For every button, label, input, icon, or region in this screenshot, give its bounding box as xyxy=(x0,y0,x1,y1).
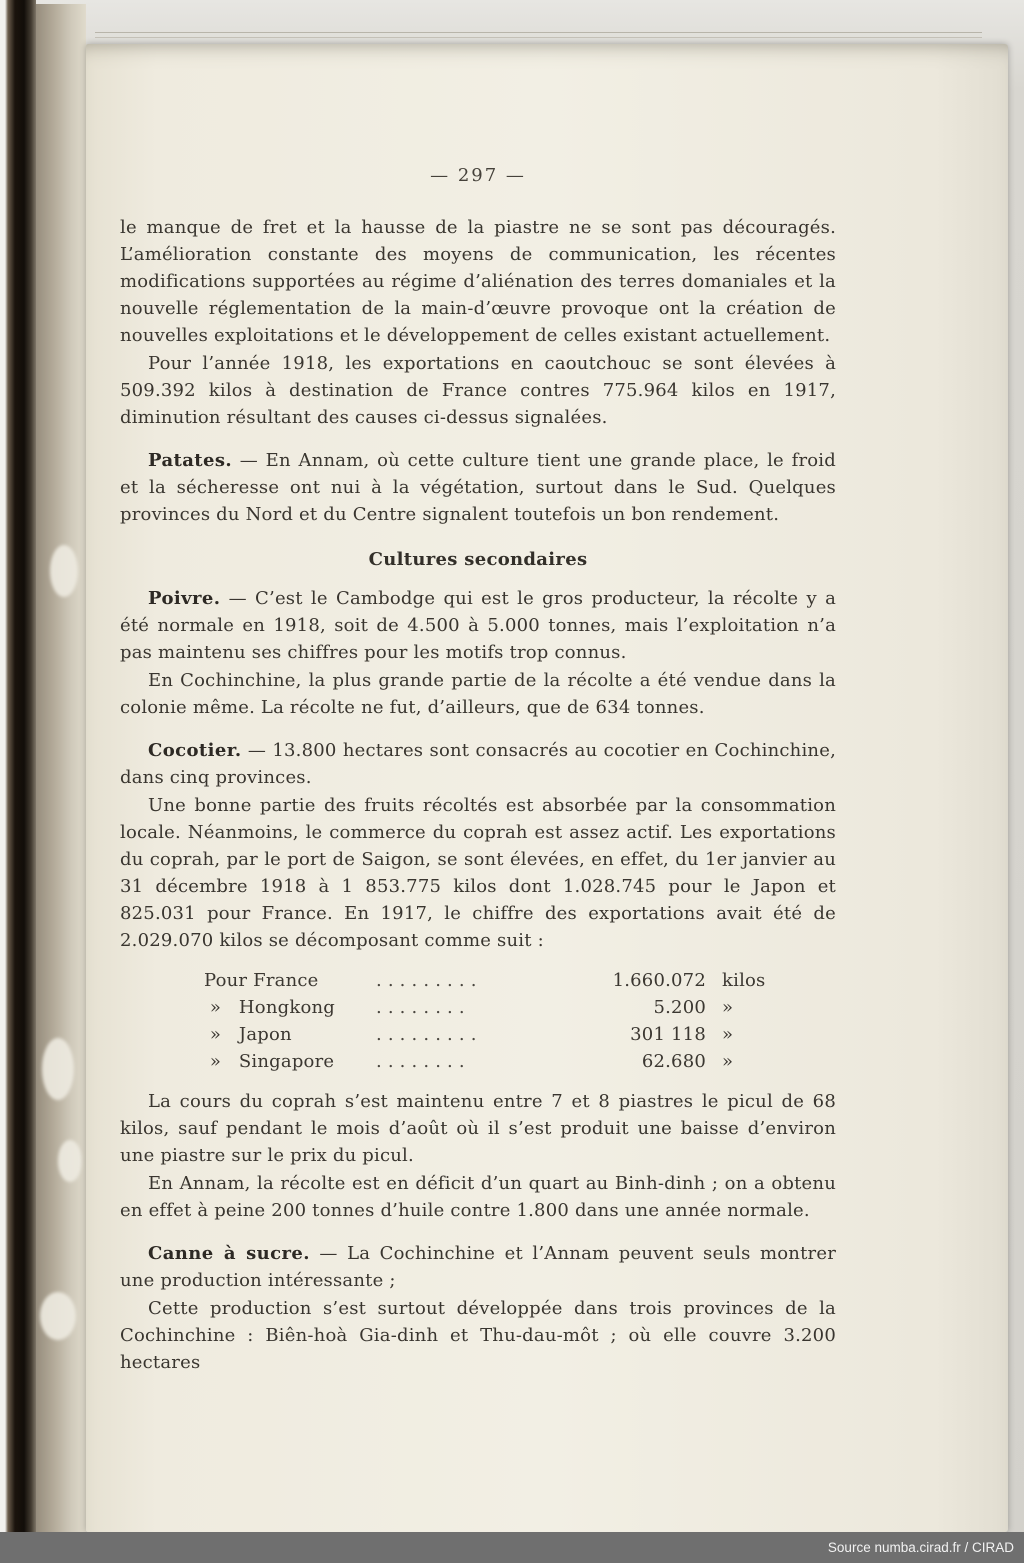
section-heading-cultures-secondaires: Cultures secondaires xyxy=(368,549,588,570)
paragraph-coprah-exports: Une bonne partie des fruits récoltés est absorbée par la consommation locale. Néanmoins, le commerce du coprah est assez actif. Les exportations du coprah, par le port de Saigon, se sont élevées, en effet, du 1er janvier au 31 décembre 1918 à 1 853.775 kilos dont 1.028.745 pour le Japon et 825.031 pour France. En 1917, le chiffre des exportations avait été de 2.029.070 kilos se décomposant comme suit : xyxy=(120,795,836,951)
row-label: » Japon xyxy=(204,1024,292,1045)
paragraph-patates xyxy=(120,447,836,528)
source-bar xyxy=(0,1532,1024,1563)
row-unit: » xyxy=(722,997,734,1018)
row-unit: kilos xyxy=(722,970,766,991)
paragraph-lead-canne: Canne à sucre. xyxy=(148,1243,310,1264)
row-dot-leader: . . . . . . . . . xyxy=(376,1024,477,1045)
source-attribution: Source numba.cirad.fr / CIRAD xyxy=(827,1540,1014,1555)
paragraph-cocotier xyxy=(120,737,836,791)
paragraph-text-canne: — La Cochinchine et l’Annam peuvent seuls montrer une production intéressante ; xyxy=(120,1243,836,1291)
paragraph-coprah-price: La cours du coprah s’est maintenu entre 7 et 8 piastres le picul de 68 kilos, sauf pendant le mois d’août où il s’est produit une baisse d’environ une piastre sur le prix du picul. xyxy=(120,1091,836,1166)
paragraph-continuation: le manque de fret et la hausse de la piastre ne se sont pas découragés. L’amélioration constante des moyens de communication, les récentes modifications supportées au régime d’aliénation des terres domaniales et la nouvelle réglementation de la main-d’œuvre provoque ont la création de nouvelles exploitations et le développement de celles existant actuellement. xyxy=(120,217,836,346)
paragraph-annam-deficit: En Annam, la récolte est en déficit d’un quart au Binh-dinh ; on a obtenu en effet à peine 200 tonnes d’huile contre 1.800 dans une année normale. xyxy=(120,1173,836,1221)
paper-tear-mark xyxy=(42,1038,74,1100)
table-row xyxy=(204,1021,770,1048)
paper-tear-mark xyxy=(40,1292,76,1340)
row-value: 1.660.072 xyxy=(612,970,706,991)
row-value: 5.200 xyxy=(653,997,706,1018)
page-number: — 297 — xyxy=(430,165,526,186)
paragraph-text-poivre: — C’est le Cambodge qui est le gros producteur, la récolte y a été normale en 1918, soit de 4.500 à 5.000 tonnes, mais l’exploitation n’a pas maintenu ses chiffres pour les motifs trop connus. xyxy=(120,588,836,663)
row-dot-leader: . . . . . . . . . xyxy=(376,970,477,991)
book-spine xyxy=(0,0,36,1563)
table-row xyxy=(204,994,770,1021)
paragraph-lead-cocotier: Cocotier. xyxy=(148,740,242,761)
paragraph-cochinchine-recolte: En Cochinchine, la plus grande partie de la récolte a été vendue dans la colonie même. La récolte ne fut, d’ailleurs, que de 634 tonnes. xyxy=(120,670,836,718)
row-unit: » xyxy=(722,1051,734,1072)
paragraph-text-cocotier: — 13.800 hectares sont consacrés au cocotier en Cochinchine, dans cinq provinces. xyxy=(120,740,836,788)
paper-tear-mark xyxy=(58,1140,82,1182)
top-page-edges xyxy=(95,29,982,45)
body-text xyxy=(120,214,836,1376)
row-dot-leader: . . . . . . . . xyxy=(376,1051,465,1072)
paper-sheet xyxy=(86,44,1008,1532)
text-column xyxy=(120,44,836,1376)
table-row xyxy=(204,967,770,994)
paragraph-lead-poivre: Poivre. xyxy=(148,588,221,609)
row-label: » Hongkong xyxy=(204,997,336,1018)
row-unit: » xyxy=(722,1024,734,1045)
row-dot-leader: . . . . . . . . xyxy=(376,997,465,1018)
paragraph-rubber-exports: Pour l’année 1918, les exportations en caoutchouc se sont élevées à 509.392 kilos à destination de France contres 775.964 kilos en 1917, diminution résultant des causes ci-dessus signalées. xyxy=(120,353,836,428)
row-label: » Singapore xyxy=(204,1051,335,1072)
paper-tear-mark xyxy=(50,545,78,597)
paragraph-canne-a-sucre xyxy=(120,1240,836,1294)
row-label: Pour France xyxy=(204,970,319,991)
paragraph-poivre xyxy=(120,585,836,666)
paragraph-text-patates: — En Annam, où cette culture tient une grande place, le froid et la sécheresse ont nui à la végétation, surtout dans le Sud. Quelques provinces du Nord et du Centre signalent toutefois un bon rendement. xyxy=(120,450,836,525)
paragraph-lead-patates: Patates. xyxy=(148,450,233,471)
paragraph-provinces: Cette production s’est surtout développée dans trois provinces de la Cochinchine : Biên-hoà Gia-dinh et Thu-dau-môt ; où elle couvre 3.200 hectares xyxy=(120,1298,836,1373)
export-figures-table xyxy=(204,967,770,1075)
row-value: 301 118 xyxy=(630,1024,706,1045)
table-row xyxy=(204,1048,770,1075)
row-value: 62.680 xyxy=(641,1051,706,1072)
